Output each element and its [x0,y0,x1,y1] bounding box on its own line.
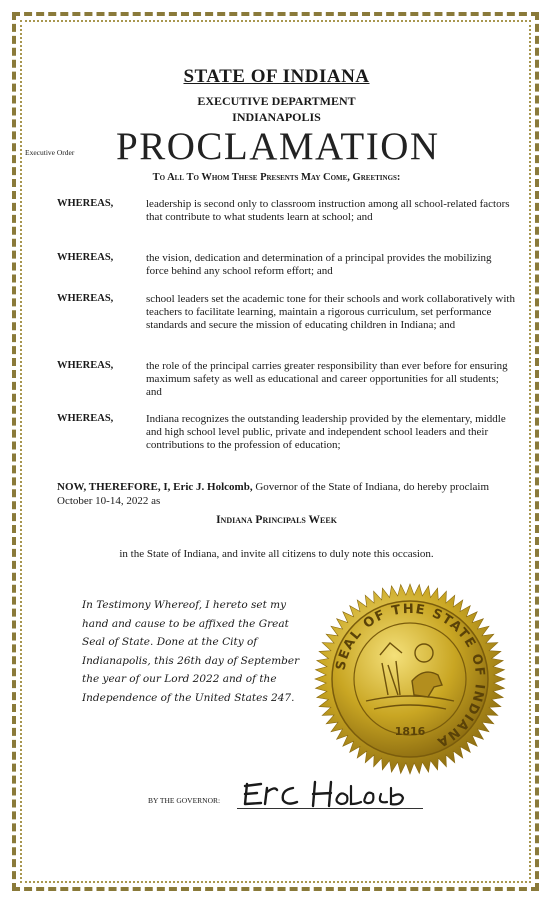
clause-text: school leaders set the academic tone for their schools and work collaboratively with teachers to facilitate learning, maintain a rigorous curriculum, set performance standards and secure the mission of educating children in Indiana; and [146,293,515,332]
proclaimed-week: Indiana Principals Week [216,514,337,526]
clause-keyword: WHEREAS, [57,360,114,371]
clause-keyword: WHEREAS, [57,252,114,263]
clause-keyword: WHEREAS, [57,198,114,209]
clause-text: the role of the principal carries greater responsibility than ever before for ensuring maximum safety as well as educational and career opportunities for all students; and [146,360,508,399]
clause-text: Indiana recognizes the outstanding leadership provided by the elementary, middle and high school level public, private and independent school leaders and their contributions to the profession of education; [146,413,506,452]
by-the-governor-label: BY THE GOVERNOR: [148,796,221,805]
governor-signature [241,776,421,812]
signature-line [237,808,423,809]
clause-text: the vision, dedication and determination of a principal provides the mobilizing force behind any school reform effort; and [146,252,492,278]
seal-ring-text: SEAL OF THE STATE OF INDIANA [333,601,488,750]
therefore-lead: NOW, THEREFORE, I, Eric J. Holcomb, [57,481,253,493]
therefore-clause [57,480,517,508]
executive-order-label: Executive Order [25,148,75,157]
therefore-text: Governor of the State of Indiana, do hereby proclaim October 10-14, 2022 as [57,481,489,507]
clause-keyword: WHEREAS, [57,413,114,424]
invitation-line: in the State of Indiana, and invite all citizens to duly note this occasion. [119,548,434,560]
state-heading: STATE OF INDIANA [183,66,370,87]
greeting-line: To All To Whom These Presents May Come, Greetings: [152,172,401,183]
testimony-block: In Testimony Whereof, I hereto set my hand and cause to be affixed the Great Seal of State. Done at the City of Indianapolis, this 26th day of September the year of our Lord 2022 and of the Independence of the United States 247. [82,599,300,704]
state-seal-icon [314,583,506,775]
clause-keyword: WHEREAS, [57,293,114,304]
seal-year: 1816 [394,725,426,738]
department-heading: EXECUTIVE DEPARTMENT [197,94,356,108]
clause-text: leadership is second only to classroom instruction among all school-related factors that contribute to what students learn at school; and [146,198,510,224]
city-heading: INDIANAPOLIS [232,110,321,124]
proclamation-title: PROCLAMATION [116,125,440,168]
